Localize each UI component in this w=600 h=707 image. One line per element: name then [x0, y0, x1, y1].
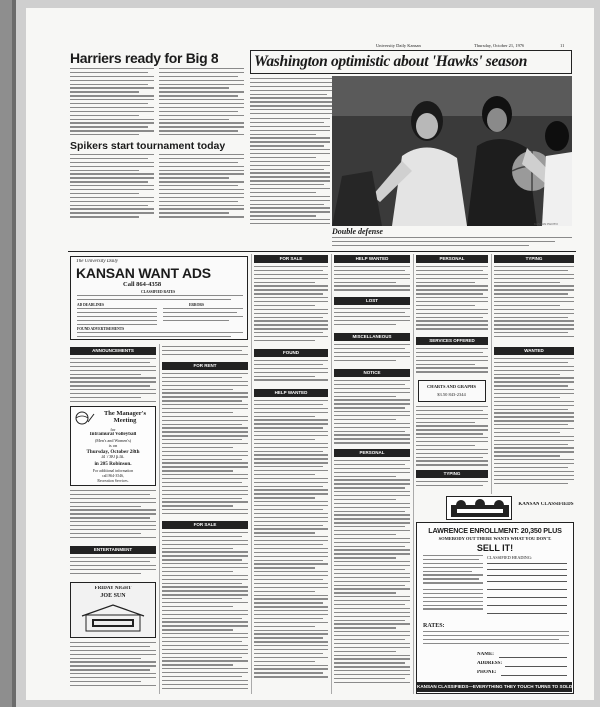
managers-title: The Manager's Meeting: [103, 410, 147, 424]
sell-it-instructions: [423, 555, 483, 587]
help-wanted-ads-col3: [254, 400, 328, 692]
ad-text-line-2[interactable]: [487, 575, 567, 576]
section-header-notice: NOTICE: [334, 369, 410, 377]
section-header-miscellaneous: MISCELLANEOUS: [334, 333, 410, 341]
managers-line9: call 864-3546,: [102, 474, 124, 478]
address-label: ADDRESS:: [477, 661, 503, 666]
section-header-for-sale-1: FOR SALE: [162, 521, 248, 529]
phone-label: PHONE:: [477, 670, 497, 675]
washington-body-col1: [250, 78, 344, 116]
column1-bottom-ads: [70, 642, 156, 692]
harriers-body-col2: [159, 68, 244, 138]
rates-table: [77, 295, 243, 303]
wanted-ads: [494, 358, 574, 490]
entertainment-ads: [70, 557, 156, 579]
section-header-for-sale-2: FOR SALE: [254, 255, 328, 263]
enrollment-subhead: SOMEBODY OUT THERE WANTS WHAT YOU DON'T.: [438, 536, 552, 541]
sell-it-heading: SELL IT!: [476, 543, 514, 553]
ad-text-line-5[interactable]: [487, 597, 567, 598]
managers-line5: Thursday, October 28th: [86, 449, 140, 455]
section-header-personal-2: PERSONAL: [416, 255, 488, 263]
basketball-photo-image: [332, 76, 572, 226]
charts-and-graphs-ad: [418, 380, 486, 402]
section-header-wanted: WANTED: [494, 347, 574, 355]
ad-text-line-3[interactable]: [487, 581, 567, 582]
classifieds-illustration: [447, 497, 513, 521]
name-field[interactable]: [499, 657, 567, 658]
managers-line3: (Men's and Women's): [94, 438, 132, 443]
newspaper-page: [26, 8, 594, 700]
page-number: 11: [560, 43, 565, 48]
typing-ads-col5: [416, 481, 488, 493]
address-field[interactable]: [505, 666, 567, 667]
enrollment-ad: [416, 522, 574, 694]
section-header-for-rent: FOR RENT: [162, 362, 248, 370]
phone-field[interactable]: [501, 675, 567, 676]
typing-ads-col6: [494, 266, 574, 342]
managers-meeting-ad: [70, 406, 156, 486]
help-wanted-ads-col4: [334, 266, 410, 294]
basketball-photo: [332, 76, 572, 226]
personal-ads-col5: [416, 266, 488, 332]
harriers-headline: Harriers ready for Big 8: [70, 50, 219, 66]
found-advertisements-label: FOUND ADVERTISEMENTS: [77, 327, 125, 331]
column-rule-1: [159, 344, 160, 694]
notice-ads: [334, 380, 410, 446]
column-rule-4: [413, 254, 414, 694]
managers-line2: Intramural Volleyball: [89, 432, 137, 437]
for-sale-ads-col3: [254, 266, 328, 346]
enrollment-footer: KANSAN CLASSIFIEDS—EVERYTHING THEY TOUCH TURNS TO SOLD: [417, 682, 572, 692]
want-ads-title-small: The University Daily: [76, 259, 118, 264]
charts-ad-line2: $3.50 843-2344: [437, 392, 466, 397]
want-ads-info-box: [70, 256, 248, 340]
found-ads: [254, 360, 328, 386]
name-label: NAME:: [477, 652, 494, 657]
deadlines-text: [77, 308, 157, 328]
masthead-publication: University Daily Kansan: [376, 43, 421, 48]
photo-caption-text: [332, 237, 572, 249]
spikers-headline: Spikers start tournament today: [70, 140, 226, 152]
ad-deadlines-label: AD DEADLINES: [77, 303, 105, 307]
section-header-personal-1: PERSONAL: [334, 449, 410, 457]
managers-line8: For additional information: [92, 469, 134, 473]
managers-line6: at 7:00 p.m.: [101, 455, 125, 460]
classified-heading-label: CLASSIFIED HEADING:: [487, 555, 533, 560]
house-illustration: [78, 603, 148, 633]
errors-text: [163, 308, 243, 328]
personal-ads-col4: [334, 460, 410, 692]
washington-body-col3: [250, 118, 330, 228]
lost-ads: [334, 308, 410, 330]
classified-rates-label: CLASSIFIED RATES: [141, 290, 176, 294]
scan-edge-shadow: [12, 0, 16, 707]
managers-line1: for: [110, 427, 116, 432]
volleyball-icon: [74, 410, 96, 426]
ad-text-line-7[interactable]: [487, 613, 567, 614]
section-header-help-wanted-1: HELP WANTED: [254, 389, 328, 397]
harriers-body-col1: [70, 68, 154, 138]
ad-section-divider: [68, 251, 576, 252]
deadline-schedule: [423, 589, 483, 621]
masthead-date: Thursday, October 21, 1976: [474, 43, 525, 48]
section-header-typing-1: TYPING: [416, 470, 488, 478]
section-header-services-offered: SERVICES OFFERED: [416, 337, 488, 345]
errors-label: ERRORS: [189, 303, 204, 307]
washington-headline: Washington optimistic about 'Hawks' season: [254, 53, 528, 70]
kansan-classifieds-banner-art: [446, 496, 512, 520]
spikers-body-col2: [159, 154, 244, 220]
section-header-found: FOUND: [254, 349, 328, 357]
enrollment-headline: LAWRENCE ENROLLMENT: 20,350 PLUS: [428, 526, 562, 535]
photo-caption-title: Double defense: [332, 227, 383, 236]
scan-edge: [0, 0, 12, 707]
managers-line4: is on: [108, 443, 118, 448]
friday-night-title: FRIDAY NIGHT: [94, 586, 132, 591]
miscellaneous-ads: [334, 344, 410, 366]
friday-night-ad: [70, 582, 156, 638]
ad-text-line-6[interactable]: [487, 605, 567, 606]
kansan-classifieds-banner: KANSAN CLASSIFIEDS: [518, 502, 574, 507]
services-ads-continued: [416, 406, 488, 468]
column-rule-3: [331, 254, 332, 694]
announcements-ads: [70, 358, 156, 404]
managers-line7: in 205 Robinson.: [94, 461, 132, 467]
managers-line10: Recreation Services.: [97, 479, 129, 483]
classified-heading-field[interactable]: [487, 563, 567, 564]
rates-grid: [423, 631, 569, 649]
section-header-help-wanted-2: HELP WANTED: [334, 255, 410, 263]
section-header-entertainment: ENTERTAINMENT: [70, 546, 156, 554]
photo-credit: KANSAN PHOTO: [534, 222, 558, 226]
spikers-body-col1: [70, 154, 154, 220]
section-header-announcements: ANNOUNCEMENTS: [70, 347, 156, 355]
rates-label: RATES:: [423, 623, 445, 629]
column-rule-2: [251, 254, 252, 694]
friday-night-performer: JOE SUN: [100, 593, 126, 599]
column1-ads: [70, 490, 156, 542]
charts-ad-line1: CHARTS AND GRAPHS: [426, 384, 477, 389]
services-ads: [416, 348, 488, 378]
for-rent-ads: [162, 373, 248, 519]
want-ads-title: KANSAN WANT ADS: [76, 265, 211, 281]
column2-ads-top: [162, 346, 248, 361]
found-ads-text: [77, 332, 243, 339]
want-ads-phone: Call 864-4358: [123, 281, 162, 288]
section-header-lost: LOST: [334, 297, 410, 305]
column-rule-5: [491, 254, 492, 494]
ad-text-line-4[interactable]: [487, 589, 567, 590]
ad-text-line-1[interactable]: [487, 569, 567, 570]
for-sale-ads-col2: [162, 532, 248, 692]
section-header-typing-2: TYPING: [494, 255, 574, 263]
